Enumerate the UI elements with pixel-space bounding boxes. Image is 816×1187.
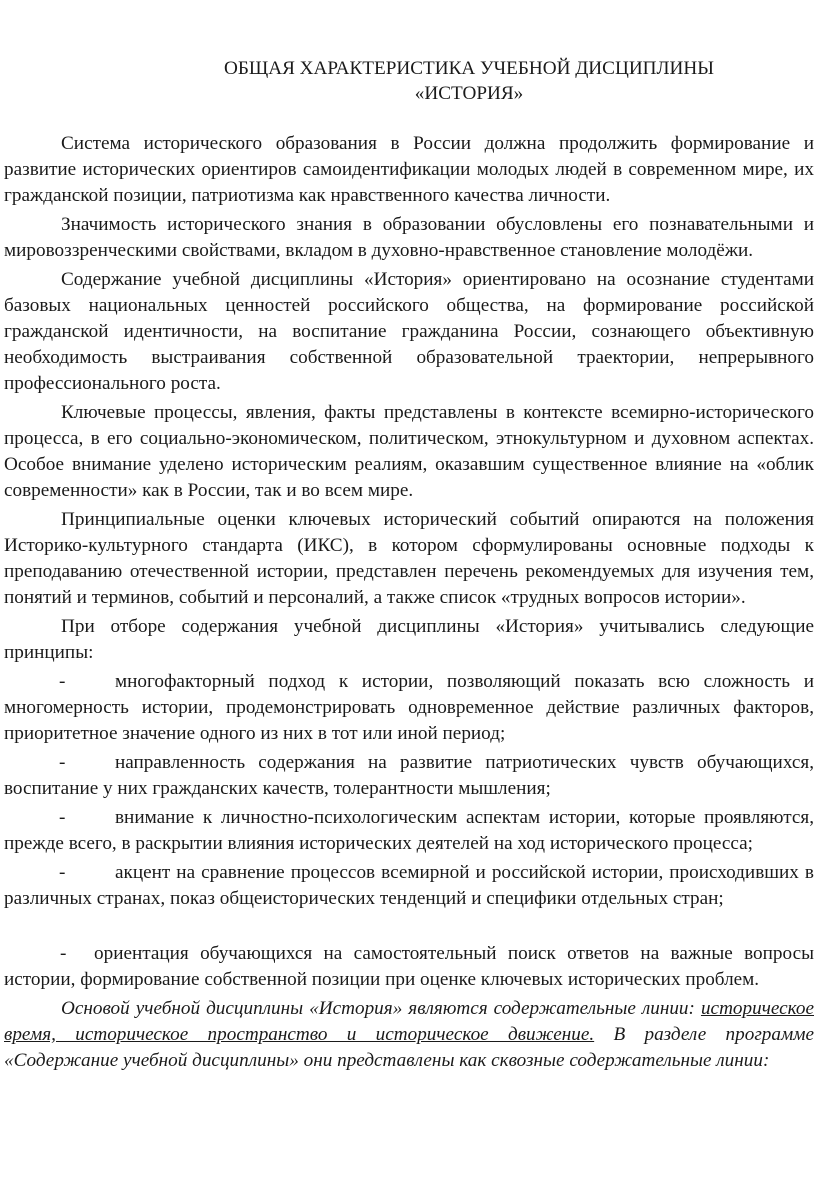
paragraph-3: Содержание учебной дисциплины «История» ориентировано на осознание студентами базовых национальных ценностей российского общества, на формирование российской гражданской идентичности, на воспитание гражданина России, сознающего объективную необходимость выстраивания собственной образовательной траектории, непрерывного профессионального роста. — [4, 269, 814, 394]
final-paragraph — [4, 996, 814, 1074]
list-spacer — [4, 915, 814, 941]
list-item-text: ориентация обучающихся на самостоятельный поиск ответов на важные вопросы истории, формирование собственной позиции при оценке ключевых исторических проблем. — [4, 943, 814, 990]
bullet-dash: - — [59, 862, 66, 883]
paragraph-4: Ключевые процессы, явления, факты представлены в контексте всемирно-исторического процесса, в его социально-экономическом, политическом, этнокультурном и духовном аспектах. Особое внимание уделено историческим реалиям, оказавшим существенное влияние на «облик современности» как в России, так и во всем мире. — [4, 402, 814, 501]
final-text-part-2: В разделе программе «Содержание учебной дисциплины» они представлены как сквозные содержательные линии: — [4, 1024, 814, 1071]
title-spacer — [4, 106, 814, 131]
document-body — [4, 56, 814, 1077]
list-item — [4, 941, 814, 993]
bullet-dash: - — [59, 807, 66, 828]
title-line-1: ОБЩАЯ ХАРАКТЕРИСТИКА УЧЕБНОЙ ДИСЦИПЛИНЫ — [224, 58, 714, 79]
list-item-text: направленность содержания на развитие патриотических чувств обучающихся, воспитание у них гражданских качеств, толерантности мышления; — [4, 752, 814, 799]
list-item-text: акцент на сравнение процессов всемирной и российской истории, происходивших в различных странах, показ общеисторических тенденций и специфики отдельных стран; — [4, 862, 814, 909]
list-item — [4, 860, 814, 912]
final-text-part-1: Основой учебной дисциплины «История» являются содержательные линии: — [61, 998, 701, 1019]
bullet-dash: - — [60, 943, 67, 964]
bullet-dash: - — [59, 671, 66, 692]
paragraph-5: Принципиальные оценки ключевых исторический событий опираются на положения Историко-культурного стандарта (ИКС), в котором сформулированы основные подходы к преподаванию отечественной истории, представлен перечень рекомендуемых для изучения тем, понятий и терминов, событий и персоналий, а также список «трудных вопросов истории». — [4, 509, 814, 608]
list-item-text: многофакторный подход к истории, позволяющий показать всю сложность и многомерность истории, продемонстрировать одновременное действие различных факторов, приоритетное значение одного из них в тот или иной период; — [4, 671, 814, 744]
paragraph-1: Система исторического образования в России должна продолжить формирование и развитие исторических ориентиров самоидентификации молодых людей в современном мире, их гражданской позиции, патриотизма как нравственного качества личности. — [4, 133, 814, 206]
paragraph-2: Значимость исторического знания в образовании обусловлены его познавательными и мировоззренческими свойствами, вкладом в духовно-нравственное становление молодёжи. — [4, 214, 814, 261]
paragraph-6: При отборе содержания учебной дисциплины «История» учитывались следующие принципы: — [4, 616, 814, 663]
bullet-dash: - — [59, 752, 66, 773]
list-item — [4, 669, 814, 747]
list-item — [4, 750, 814, 802]
title-line-2: «ИСТОРИЯ» — [414, 83, 524, 104]
list-item-text: внимание к личностно-психологическим аспектам истории, которые проявляются, прежде всего, в раскрытии влияния исторических деятелей на ход исторического процесса; — [4, 807, 814, 854]
document-title — [4, 56, 814, 106]
list-item — [4, 805, 814, 857]
final-underlined-text: историческое время, историческое пространство и историческое движение. — [4, 998, 814, 1045]
